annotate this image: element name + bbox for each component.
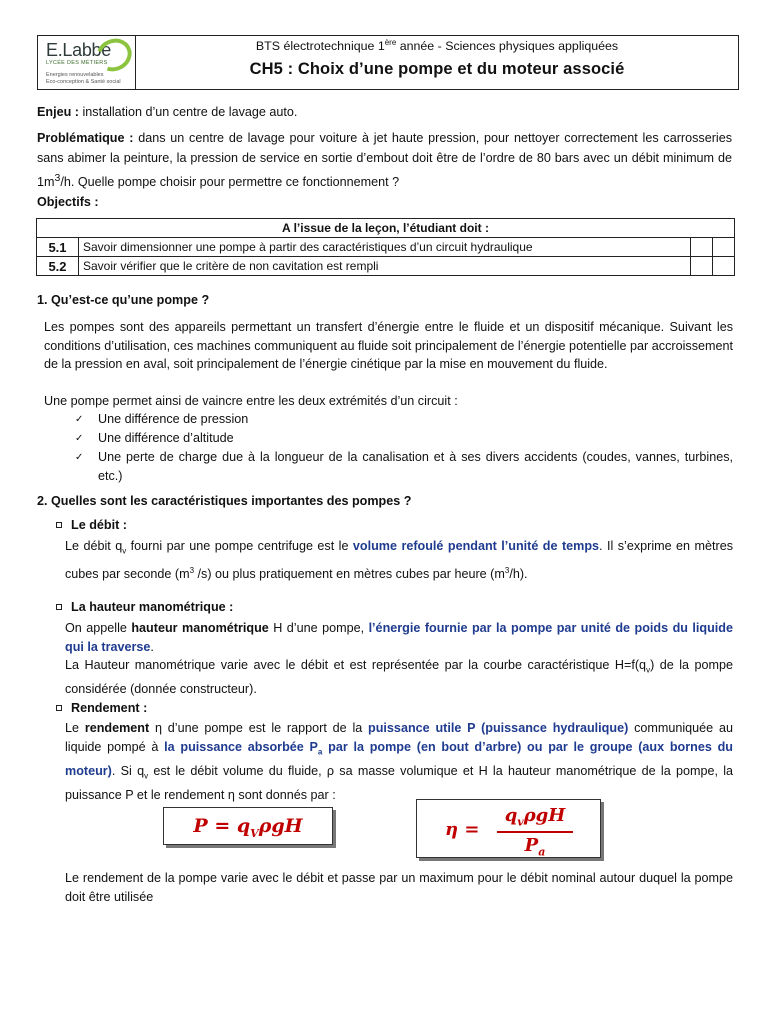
formula-fraction [497, 805, 573, 858]
rendement-conclusion: Le rendement de la pompe varie avec le débit et passe par un maximum pour le débit nominal autour duquel la pompe doit être utilisée [65, 871, 733, 904]
logo-tagline-1: Energies renouvelables [46, 72, 104, 78]
logo-name: E.Labbé [46, 40, 111, 60]
section-1-intro-list: Une pompe permet ainsi de vaincre entre les deux extrémités d’un circuit : [44, 394, 458, 408]
square-bullet-icon [56, 705, 62, 711]
rendement-heading: Rendement : [56, 701, 147, 715]
fraction-bar [497, 831, 573, 833]
objective-check-cell [691, 257, 713, 276]
logo-tagline-2: Eco-conception & Santé social [46, 79, 121, 85]
formula-power: $P = q_V\rho gH$ [163, 807, 333, 845]
debit-heading: Le débit : [56, 518, 127, 532]
debit-paragraph: Le débit $q_v$ fourni par une pompe centrifuge est le volume refoulé pendant l’unité de temps. Il s’exprime en mètres cubes par seconde ($m^3$ /s) ou plus pratiquement en mètres cubes par heure $(m^3/h)$. [65, 539, 733, 582]
objective-number: 5.1 [37, 238, 79, 257]
problematique-paragraph: Problématique : dans un centre de lavage pour voiture à jet haute pression, pour nettoyer correctement les carrosseries sans abimer la peinture, la pression de service en sortie d’embout doit être de l’ordre de 80 bars avec un débit minimum de $1m^3/h$. Quelle pompe choisir pour permettre ce fonctionnement ? [37, 131, 732, 190]
table-row [37, 257, 735, 276]
formula-denominator: $P_a$ [524, 834, 546, 859]
hauteur-heading: La hauteur manométrique : [56, 600, 233, 614]
formula-numerator: $q_v\rho gH$ [504, 805, 566, 829]
rendement-paragraph: Le rendement η d’une pompe est le rapport de la puissance utile P (puissance hydraulique) communiquée au liquide pompé à la puissance absorbée $P_a$ par la pompe (en bout d’arbre) ou par le groupe (aux bornes du moteur). Si $q_v$ est le débit volume du fluide, ρ sa masse volumique et H la hauteur manométrique de la pompe, la puissance P et le rendement η sont donnés par : [65, 721, 733, 802]
hauteur-paragraph-1: On appelle hauteur manométrique H d’une pompe, l’énergie fournie par la pompe par unité de poids du liquide qui la traverse. [65, 621, 733, 654]
section-1-title: 1. Qu’est-ce qu’une pompe ? [37, 293, 210, 307]
header-text [136, 36, 738, 89]
objectives-header-row [37, 219, 735, 238]
list-item: ✓ Une différence d’altitude [75, 429, 733, 448]
school-logo [38, 36, 136, 89]
obstacles-list [75, 410, 733, 486]
square-bullet-icon [56, 604, 62, 610]
objectives-header: A l’issue de la leçon, l’étudiant doit : [37, 219, 735, 238]
objective-check-cell [713, 238, 735, 257]
section-2-title: 2. Quelles sont les caractéristiques importantes des pompes ? [37, 494, 412, 508]
enjeu-line: Enjeu : installation d’un centre de lavage auto. [37, 105, 298, 119]
objective-check-cell [691, 238, 713, 257]
logo-subtitle: LYCÉE DES MÉTIERS [46, 60, 108, 66]
objective-text: Savoir vérifier que le critère de non cavitation est rempli [79, 257, 691, 276]
objectifs-label: Objectifs : [37, 195, 99, 209]
objective-text: Savoir dimensionner une pompe à partir des caractéristiques d’un circuit hydraulique [79, 238, 691, 257]
formula-eta: η = [445, 819, 480, 840]
square-bullet-icon [56, 522, 62, 528]
objective-number: 5.2 [37, 257, 79, 276]
objectives-table [36, 218, 735, 276]
list-item: ✓ Une perte de charge due à la longueur de la canalisation et à ses divers accidents (coudes, vannes, turbines, etc.) [75, 448, 733, 486]
course-line: BTS électrotechnique 1ère année - Sciences physiques appliquées [255, 38, 619, 54]
objective-check-cell [713, 257, 735, 276]
formula-efficiency [416, 799, 601, 858]
hauteur-paragraph-2: La Hauteur manométrique varie avec le débit et est représentée par la courbe caractéristique $H=f(q_v)$ de la pompe considérée (donnée constructeur). [65, 658, 734, 697]
table-row [37, 238, 735, 257]
list-item: ✓ Une différence de pression [75, 410, 733, 429]
section-1-paragraph: Les pompes sont des appareils permettant un transfert d’énergie entre le fluide et un dispositif mécanique. Suivant les conditions d’utilisation, ces machines communiquent au fluide soit principalement de l’énergie potentielle par accroissement de la pression en aval, soit principalement de l’énergie cinétique par la mise en mouvement du fluide. [44, 320, 733, 372]
document-header [37, 35, 739, 90]
chapter-title: CH5 : Choix d’une pompe et du moteur associé [249, 60, 625, 79]
